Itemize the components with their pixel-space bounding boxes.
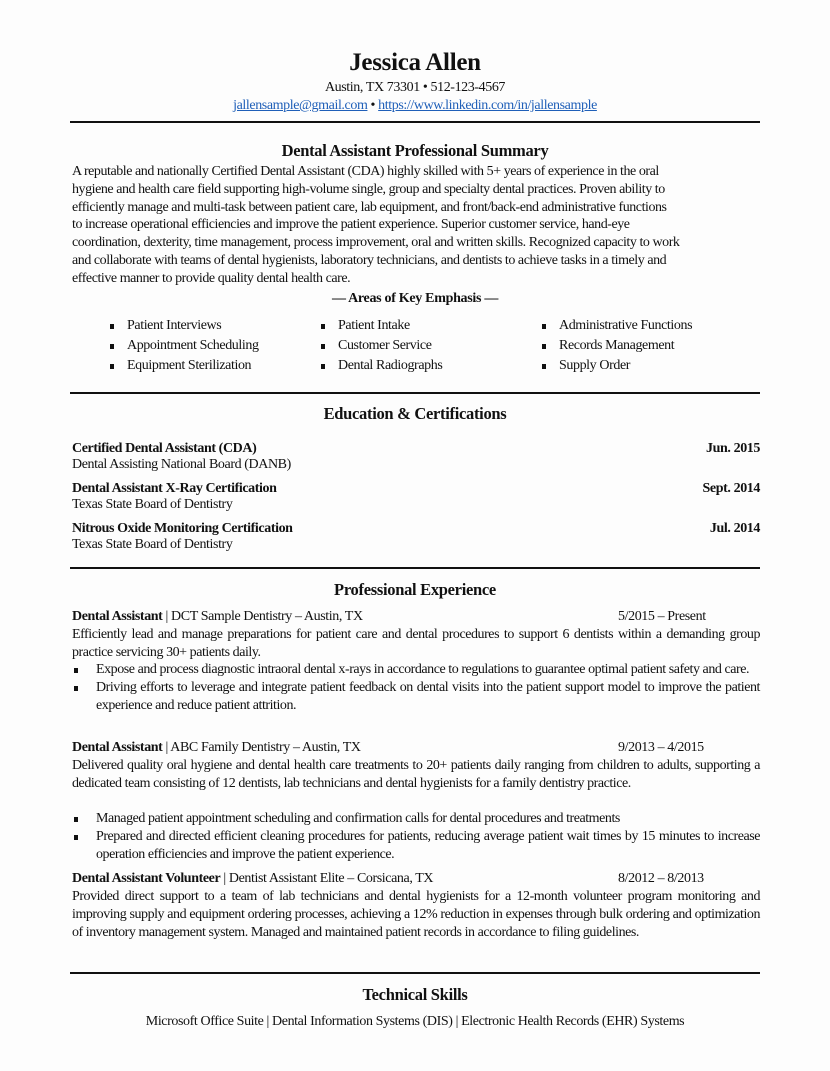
emphasis-item: Records Management	[542, 336, 692, 356]
emphasis-item: Appointment Scheduling	[110, 336, 259, 356]
location-phone: Austin, TX 73301 • 512-123-4567	[324, 80, 506, 95]
key-emphasis-heading: — Areas of Key Emphasis —	[331, 291, 499, 306]
summary-line: to increase operational efficiencies and improve the patient experience. Superior customer service, hand-eye	[72, 217, 630, 233]
job-description: Provided direct support to a team of lab technicians and dental hygienists for a 12-month volunteer program monitoring and improving supply and equipment ordering processes, achieving a 12% reduction in expenses through bulk ordering and optimization of inventory management system. Managed and maintained patient records in accordance to filing guidelines.	[72, 889, 760, 940]
emphasis-item: Supply Order	[542, 356, 692, 376]
job-role: Dental Assistant	[72, 609, 163, 624]
job-employer: | ABC Family Dentistry – Austin, TX	[162, 740, 361, 755]
summary-heading: Dental Assistant Professional Summary	[281, 141, 549, 160]
divider	[70, 121, 760, 123]
cert-date: Jun. 2015	[706, 441, 760, 456]
cert-date: Jul. 2014	[709, 521, 760, 536]
candidate-name: Jessica Allen	[349, 49, 481, 76]
emphasis-item: Patient Intake	[321, 316, 442, 336]
contact-links	[70, 98, 760, 114]
job-bullet: Expose and process diagnostic intraoral dental x-rays in accordance to regulations to guarantee optimal patient safety and care.	[72, 661, 760, 679]
cert-title: Nitrous Oxide Monitoring Certification	[72, 521, 293, 536]
cert-issuer: Texas State Board of Dentistry	[72, 497, 233, 512]
education-entry	[72, 481, 760, 513]
job-dates: 9/2013 – 4/2015	[618, 740, 704, 755]
job-header	[72, 871, 760, 887]
emphasis-column-2	[321, 316, 442, 376]
summary-line: effective manner to provide quality dental health care.	[72, 270, 351, 286]
summary-line: A reputable and nationally Certified Dental Assistant (CDA) highly skilled with 5+ years of experience in the oral	[72, 164, 659, 179]
summary-line: efficiently manage and multi-task between patient care, lab equipment, and front/back-end administrative functions	[72, 199, 667, 215]
cert-issuer: Dental Assisting National Board (DANB)	[72, 457, 291, 472]
job-role: Dental Assistant Volunteer	[72, 871, 221, 886]
emphasis-item: Customer Service	[321, 336, 442, 356]
job-header	[72, 740, 760, 756]
education-entry	[72, 441, 760, 473]
email-link[interactable]: jallensample@gmail.com	[233, 98, 368, 113]
job-header	[72, 609, 760, 625]
job-bullets	[72, 661, 760, 714]
emphasis-item: Administrative Functions	[542, 316, 692, 336]
summary-line: coordination, dexterity, time management, process improvement, oral and written skills. Recognized capacity to work	[72, 235, 680, 251]
summary-line: hygiene and health care field supporting high-volume single, group and specialty dental practices. Proven ability to	[72, 181, 665, 197]
job-role: Dental Assistant	[72, 740, 163, 755]
job-employer: | DCT Sample Dentistry – Austin, TX	[162, 609, 363, 624]
job-employer: | Dentist Assistant Elite – Corsicana, TX	[220, 871, 434, 886]
emphasis-item: Dental Radiographs	[321, 356, 442, 376]
job-dates: 8/2012 – 8/2013	[618, 871, 704, 886]
job-description: Efficiently lead and manage preparations for patient care and dental procedures to support 6 dentists within a demanding group practice servicing 30+ patients daily.	[72, 627, 760, 660]
job-bullet: Managed patient appointment scheduling and confirmation calls for dental procedures and treatments	[72, 810, 760, 828]
education-heading: Education & Certifications	[323, 404, 507, 423]
linkedin-link[interactable]: https://www.linkedin.com/in/jallensample	[378, 98, 597, 113]
cert-title: Certified Dental Assistant (CDA)	[72, 441, 257, 456]
emphasis-column-1	[110, 316, 259, 376]
cert-title: Dental Assistant X-Ray Certification	[72, 481, 277, 496]
job-dates: 5/2015 – Present	[618, 609, 706, 624]
job-bullet: Prepared and directed efficient cleaning procedures for patients, reducing average patient wait times by 15 minutes to increase operation efficiencies and improve the patient experience.	[72, 828, 760, 864]
summary-text	[72, 163, 762, 288]
cert-date: Sept. 2014	[702, 481, 760, 496]
skills-heading: Technical Skills	[362, 985, 468, 1004]
skills-list: Microsoft Office Suite | Dental Information Systems (DIS) | Electronic Health Records (EHR) Systems	[145, 1014, 685, 1029]
job-bullet: Driving efforts to leverage and integrate patient feedback on dental visits into the patient support model to improve the patient experience and reduce patient attrition.	[72, 679, 760, 715]
emphasis-item: Equipment Sterilization	[110, 356, 259, 376]
cert-issuer: Texas State Board of Dentistry	[72, 537, 233, 552]
divider	[70, 392, 760, 394]
experience-heading: Professional Experience	[334, 580, 496, 599]
emphasis-item: Patient Interviews	[110, 316, 259, 336]
job-bullets	[72, 810, 760, 863]
link-separator: •	[367, 98, 379, 113]
divider	[70, 972, 760, 974]
divider	[70, 567, 760, 569]
job-description: Delivered quality oral hygiene and dental health care treatments to 20+ patients daily ranging from children to adults, supporting a dedicated team consisting of 12 dentists, lab technicians and dental hygienists for a family dentistry practice.	[72, 758, 760, 791]
emphasis-column-3	[542, 316, 692, 376]
education-entry	[72, 521, 760, 553]
summary-line: and collaborate with teams of dental hygienists, laboratory technicians, and dentists to achieve tasks in a timely and	[72, 252, 667, 268]
